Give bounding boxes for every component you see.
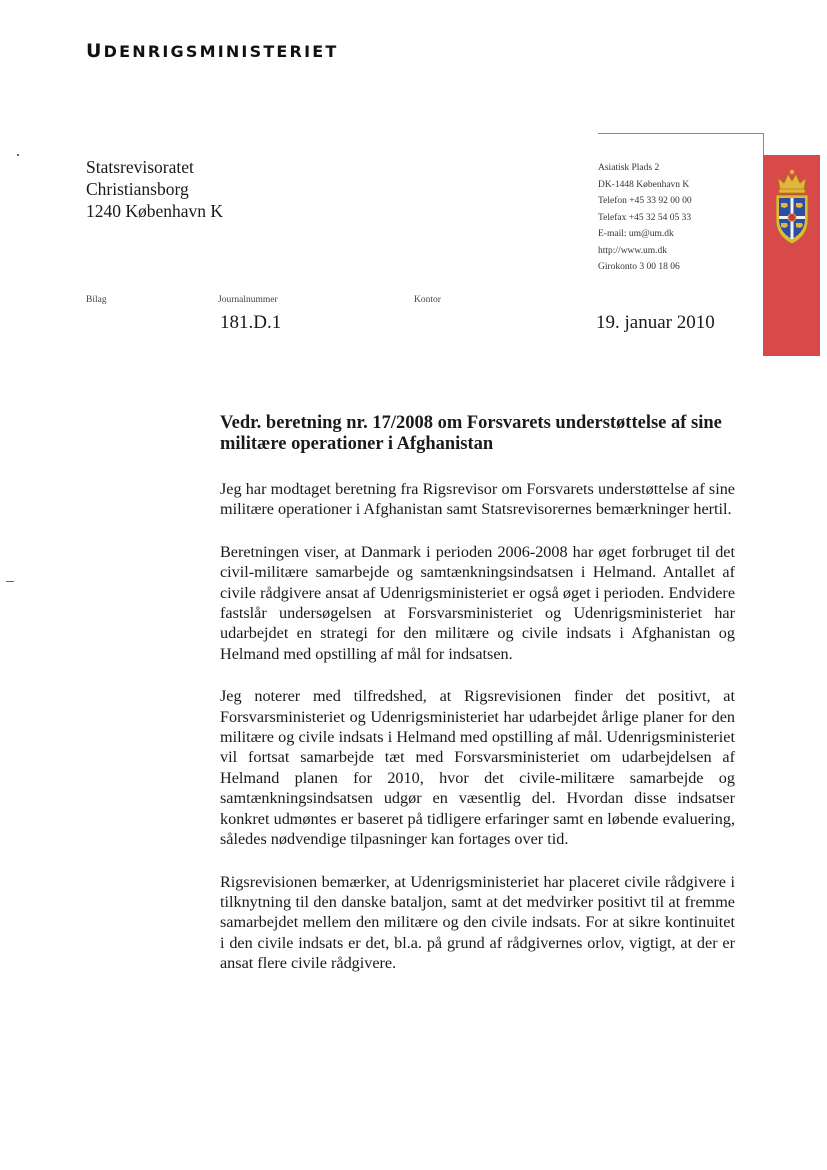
contact-website: http://www.um.dk xyxy=(598,245,668,256)
ministry-letterhead xyxy=(86,40,338,62)
body-paragraph: Rigsrevisionen bemærker, at Udenrigsministeriet har placeret civile rådgivere i tilknytning til den danske bataljon, samt at det medvirker positivt til at fremme samarbejdet mellem den militære og den civile indsats. For at sikre kontinuitet i den civile indsats er det, bl.a. på grund af rådgivernes orlov, vigtigt, at der er ansat flere civile rådgivere. xyxy=(220,872,735,973)
contact-email: E-mail: um@um.dk xyxy=(598,229,674,239)
scan-mark xyxy=(17,154,19,156)
letter-subject: Vedr. beretning nr. 17/2008 om Forsvarets understøttelse af sine militære operationer i Afghanistan xyxy=(220,413,722,454)
contact-giro: Girokonto 3 00 18 06 xyxy=(598,262,680,272)
kontor-label: Kontor xyxy=(414,295,441,305)
recipient-line: Statsrevisoratet xyxy=(86,157,194,177)
journal-label: Journalnummer xyxy=(218,295,278,305)
recipient-line: Christiansborg xyxy=(86,179,189,199)
bilag-label: Bilag xyxy=(86,295,107,305)
contact-postal: DK-1448 København K xyxy=(598,179,690,190)
sender-contact-block xyxy=(598,160,692,276)
journal-number: 181.D.1 xyxy=(220,312,282,333)
letter-date: 19. januar 2010 xyxy=(596,312,715,333)
contact-fax: Telefax +45 32 54 05 33 xyxy=(598,212,692,223)
body-paragraph: Jeg noterer med tilfredshed, at Rigsrevisionen finder det positivt, at Forsvarsministeriet og Udenrigsministeriet har udarbejdet årlige planer for den militære og civile indsats i Helmand med opstilling af mål. Udenrigsministeriet vil fortsat samarbejde tæt med Forsvarsministeriet om udarbejdelsen af Helmand planen for 2010, hvor det civile-militære samarbejde og samtænkningsindsatsen udgør en væsentlig del. Hvordan disse indsatser konkret udmøntes er baseret på tidligere erfaringer samt en løbende evaluering, således nødvendige tilpasninger kan fortages over tid. xyxy=(220,687,735,849)
royal-coat-of-arms-icon xyxy=(770,168,814,246)
fold-mark xyxy=(6,581,14,582)
header-rule-vertical xyxy=(763,133,764,155)
body-paragraph: Jeg har modtaget beretning fra Rigsrevisor om Forsvarets understøttelse af sine militære operationer i Afghanistan samt Statsrevisorernes bemærkninger hertil. xyxy=(220,480,735,519)
letter-body xyxy=(220,479,735,996)
header-rule xyxy=(598,133,764,134)
contact-phone: Telefon +45 33 92 00 00 xyxy=(598,196,692,206)
contact-address: Asiatisk Plads 2 xyxy=(598,163,660,173)
letterhead-rest: DENRIGSMINISTERIET xyxy=(103,42,339,61)
recipient-line: 1240 København K xyxy=(86,201,224,221)
recipient-address xyxy=(86,156,223,222)
letterhead-initial: U xyxy=(86,40,104,62)
body-paragraph: Beretningen viser, at Danmark i perioden 2006-2008 har øget forbruget til det civil-militære samarbejde og samtænkningsindsatsen i Helmand. Antallet af civile rådgivere ansat af Udenrigsministeriet er også øget i perioden. Endvidere fastslår undersøgelsen at Forsvarsministeriet og Udenrigsministeriet har udarbejdet en strategi for den militære og civile indsats i Afghanistan og Helmand med opstilling af mål for indsatsen. xyxy=(220,542,735,663)
